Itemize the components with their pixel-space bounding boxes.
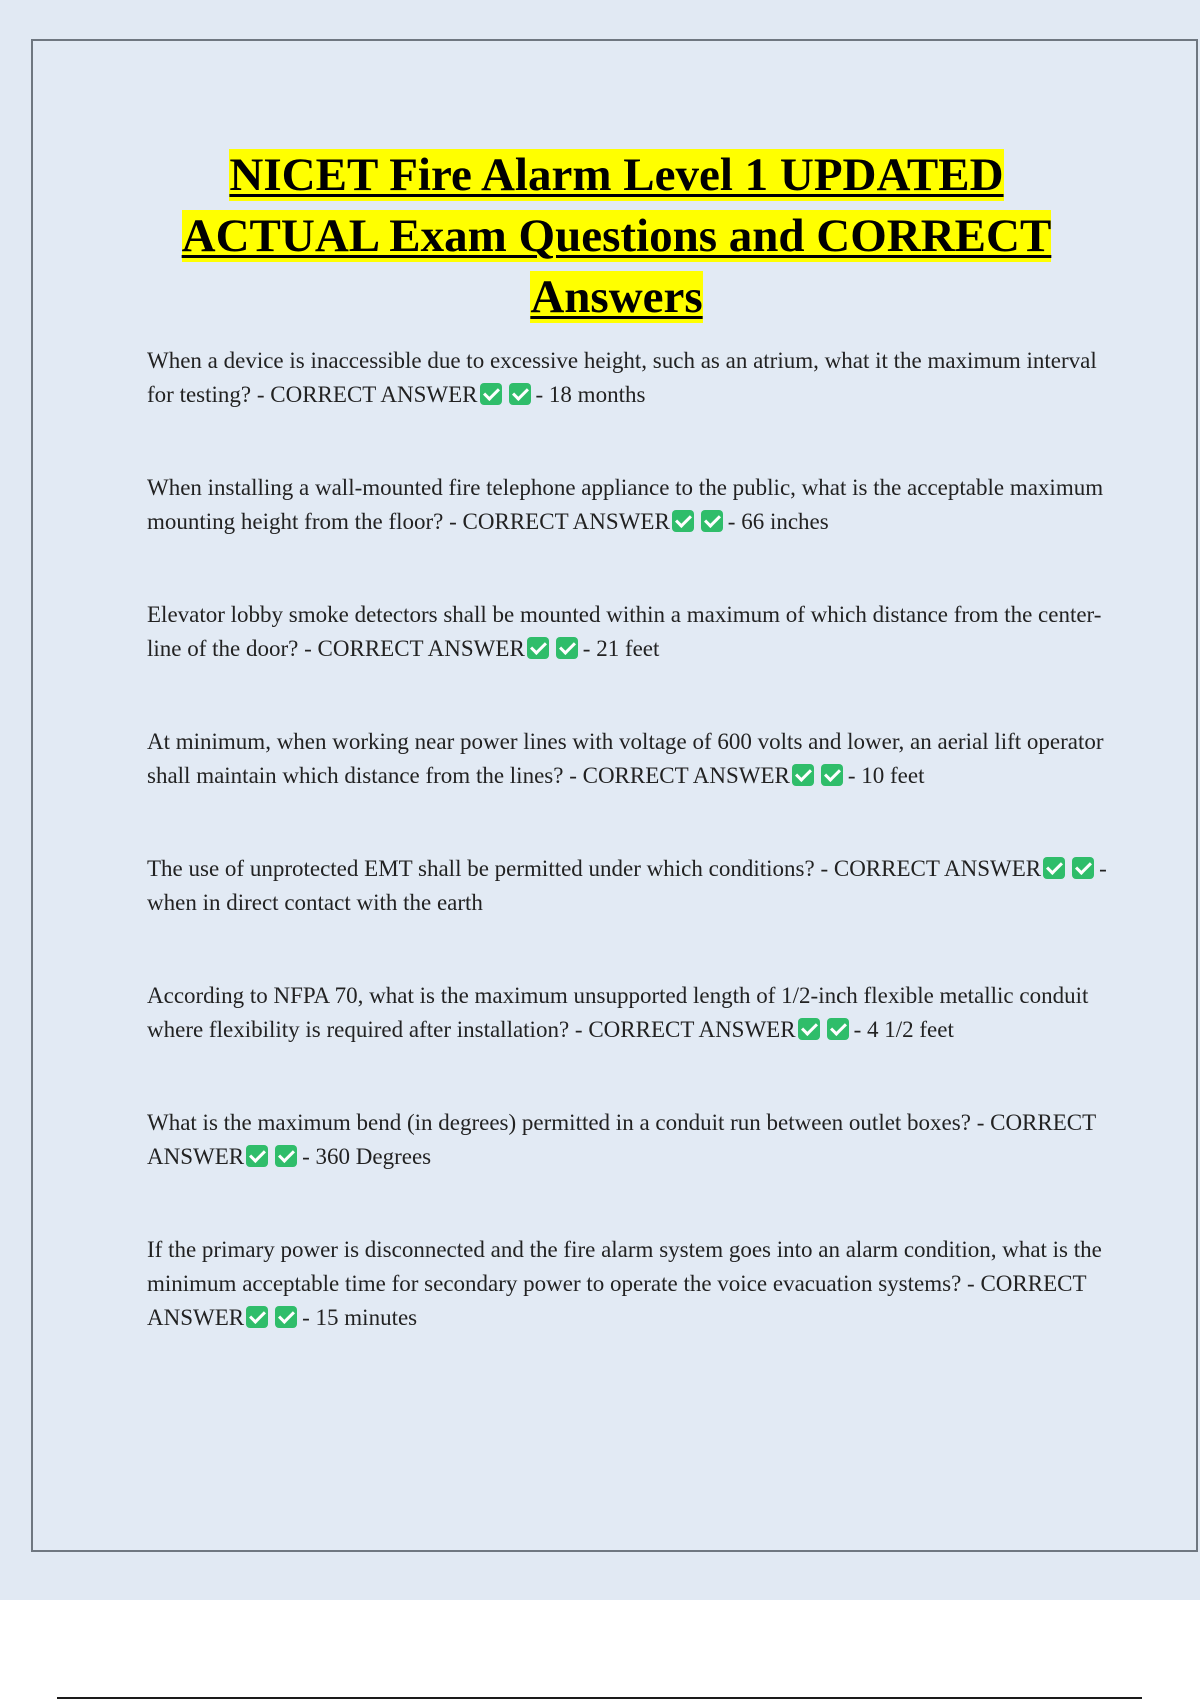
question-text: When a device is inaccessible due to excessive height, such as an atrium, what it the maximum interval for testing? [147, 348, 1097, 407]
answer-text: - 10 feet [847, 763, 925, 788]
answer-text: - 18 months [535, 382, 646, 407]
green-check-icon [1072, 857, 1094, 879]
green-check-icon [480, 383, 502, 405]
correct-answer-label: - CORRECT ANSWER [563, 763, 790, 788]
qa-item [147, 725, 1127, 793]
correct-answer-label: - CORRECT ANSWER [569, 1017, 796, 1042]
green-check-icon [672, 510, 694, 532]
green-check-icon [556, 637, 578, 659]
qa-item [147, 344, 1127, 412]
correct-answer-label: - CORRECT ANSWER [298, 636, 525, 661]
qa-item [147, 979, 1127, 1047]
footer-divider [57, 1697, 1142, 1699]
green-check-icon [792, 764, 814, 786]
document-title-text: NICET Fire Alarm Level 1 UPDATED ACTUAL Exam Questions and CORRECT Answers [181, 149, 1052, 323]
document-page [31, 39, 1198, 1552]
green-check-icon [246, 1145, 268, 1167]
question-text: When installing a wall-mounted fire telephone appliance to the public, what is the acceptable maximum mounting height from the floor? [147, 475, 1104, 534]
question-text: What is the maximum bend (in degrees) permitted in a conduit run between outlet boxes? [147, 1110, 971, 1135]
qa-item [147, 852, 1127, 920]
correct-answer-label: - CORRECT ANSWER [251, 382, 478, 407]
green-check-icon [821, 764, 843, 786]
answer-text: - 21 feet [582, 636, 660, 661]
answer-text: - when in direct contact with the earth [147, 856, 1107, 915]
green-check-icon [275, 1306, 297, 1328]
answer-text: - 66 inches [727, 509, 829, 534]
correct-answer-label: - CORRECT ANSWER [814, 856, 1042, 881]
qa-item [147, 1233, 1127, 1335]
green-check-icon [246, 1306, 268, 1328]
answer-text: - 4 1/2 feet [853, 1017, 954, 1042]
answer-text: - 360 Degrees [302, 1144, 432, 1169]
green-check-icon [527, 637, 549, 659]
green-check-icon [701, 510, 723, 532]
qa-item [147, 1106, 1127, 1174]
question-text: Elevator lobby smoke detectors shall be mounted within a maximum of which distance from the center-line of the door? [147, 602, 1102, 661]
question-text: According to NFPA 70, what is the maximum unsupported length of 1/2-inch flexible metallic conduit where flexibility is required after installation? [147, 983, 1089, 1042]
correct-answer-label: - CORRECT ANSWER [147, 1110, 1096, 1169]
answer-text: - 15 minutes [302, 1305, 418, 1330]
green-check-icon [798, 1018, 820, 1040]
document-title [143, 145, 1090, 328]
green-check-icon [509, 383, 531, 405]
question-text: At minimum, when working near power lines with voltage of 600 volts and lower, an aerial lift operator shall maintain which distance from the lines? [147, 729, 1104, 788]
correct-answer-label: - CORRECT ANSWER [147, 1271, 1087, 1330]
green-check-icon [1043, 857, 1065, 879]
green-check-icon [275, 1145, 297, 1167]
question-text: The use of unprotected EMT shall be permitted under which conditions? [147, 856, 815, 881]
qa-item [147, 598, 1127, 666]
correct-answer-label: - CORRECT ANSWER [443, 509, 670, 534]
question-text: If the primary power is disconnected and the fire alarm system goes into an alarm condition, what is the minimum acceptable time for secondary power to operate the voice evacuation systems? [147, 1237, 1102, 1296]
qa-item [147, 471, 1127, 539]
green-check-icon [827, 1018, 849, 1040]
